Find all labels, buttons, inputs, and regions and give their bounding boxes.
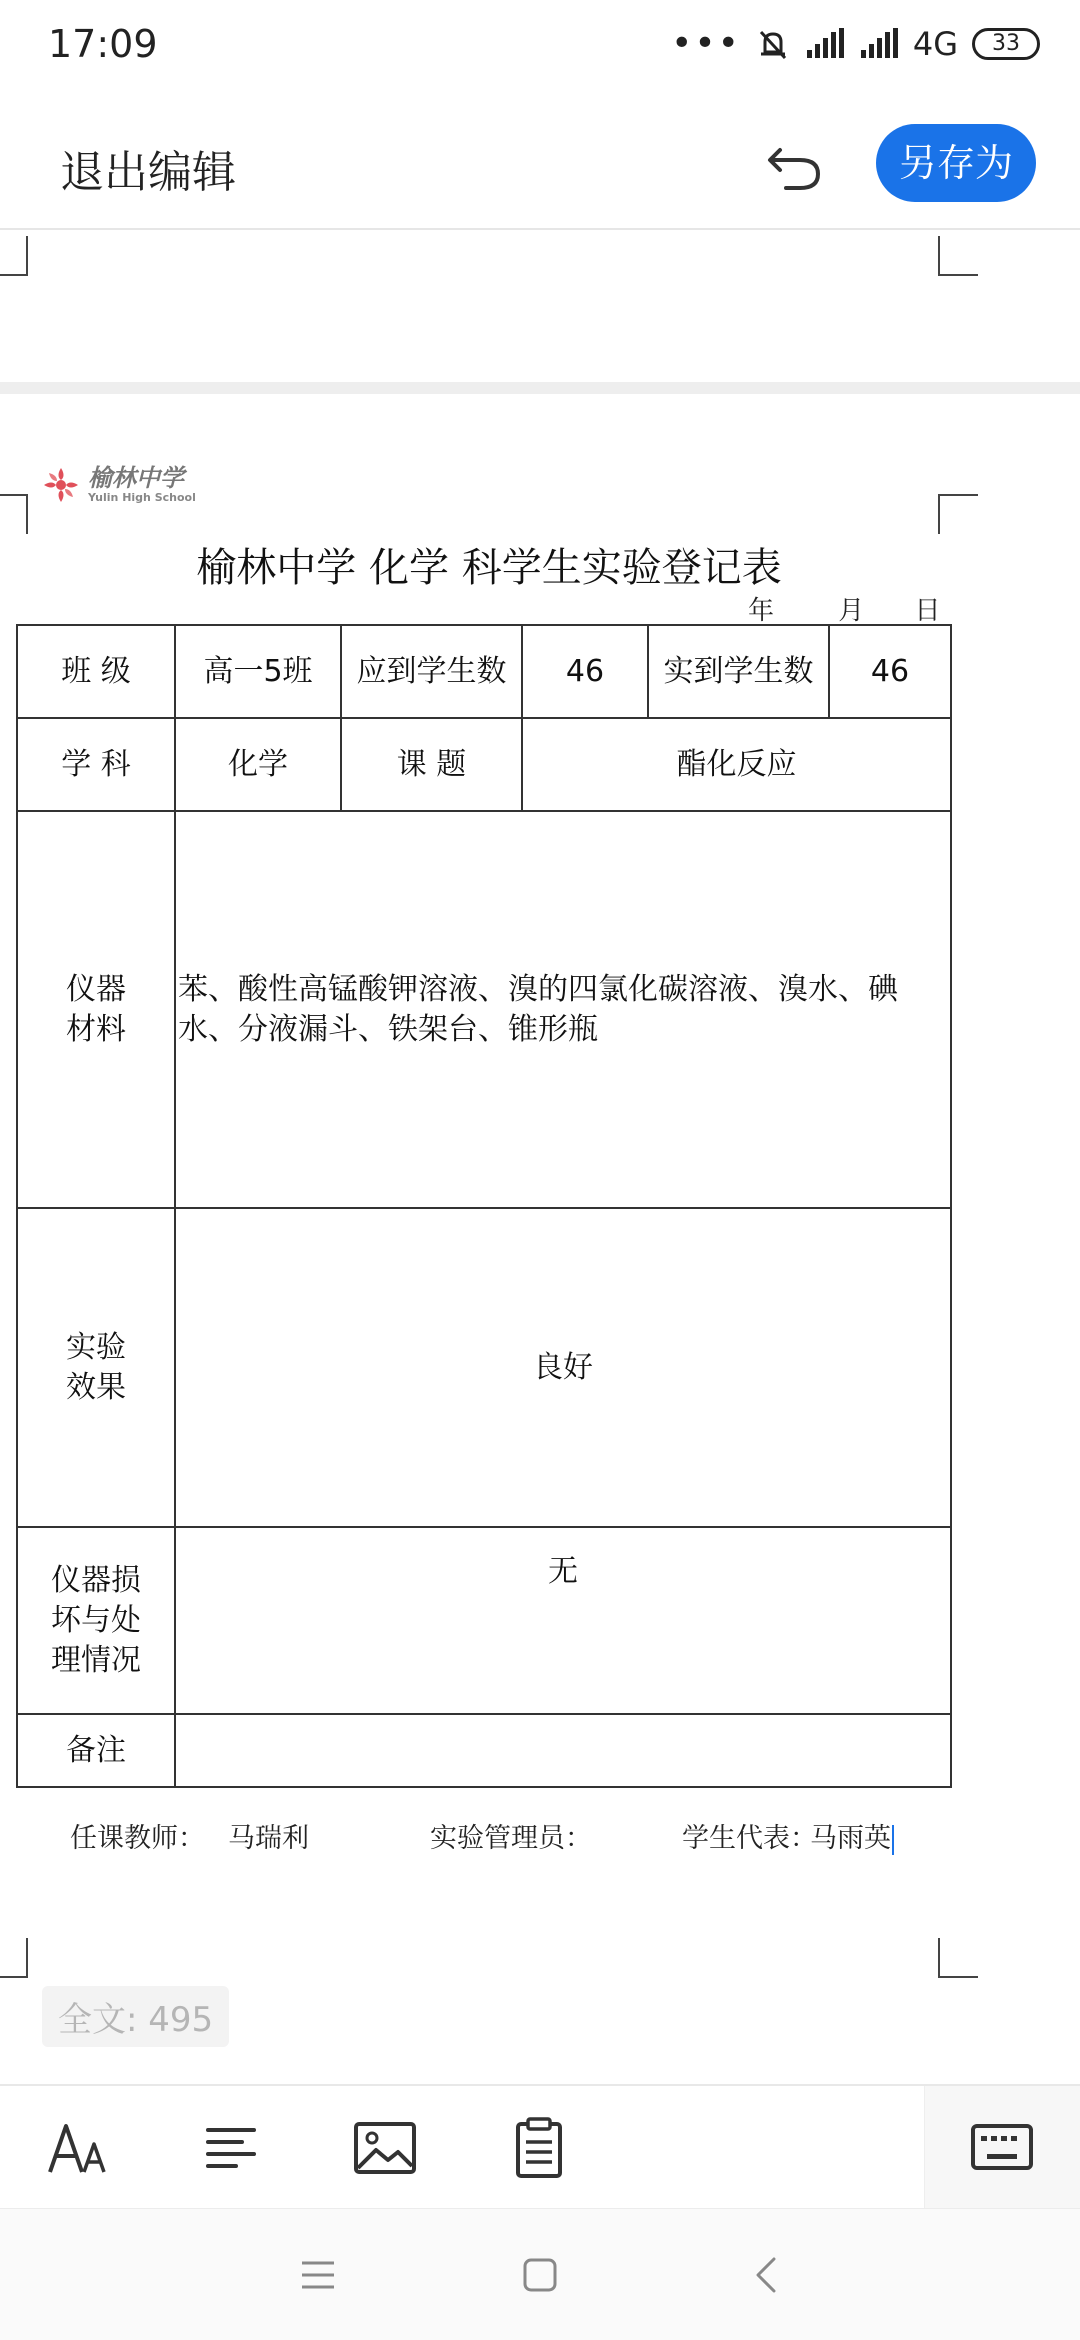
school-logo xyxy=(40,460,210,510)
class-value[interactable]: 高一5班 xyxy=(175,625,341,718)
damage-label-line: 坏与处 xyxy=(51,1602,141,1638)
undo-icon[interactable] xyxy=(760,128,830,198)
page-separator xyxy=(0,382,1080,394)
word-count-badge: 全文: 495 xyxy=(42,1986,229,2047)
topic-value[interactable]: 酯化反应 xyxy=(522,718,951,811)
back-icon[interactable] xyxy=(746,2253,790,2297)
teacher-label: 任课教师： xyxy=(70,1823,205,1854)
student-rep-label: 学生代表： xyxy=(682,1823,817,1854)
student-rep-name[interactable]: 马雨英 xyxy=(810,1823,891,1854)
subject-value[interactable]: 化学 xyxy=(175,718,341,811)
page-corner-mark xyxy=(0,1938,28,1978)
font-size-icon[interactable] xyxy=(44,2116,114,2180)
format-toolbar xyxy=(0,2084,1080,2208)
date-year: 年 xyxy=(748,596,775,626)
effect-label-line: 实验 xyxy=(66,1329,126,1365)
materials-value[interactable]: 苯、酸性高锰酸钾溶液、溴的四氯化碳溶液、溴水、碘水、分液漏斗、铁架台、锥形瓶 xyxy=(175,811,951,1208)
menu-icon[interactable] xyxy=(296,2253,340,2297)
home-icon[interactable] xyxy=(518,2253,562,2297)
status-icons xyxy=(671,24,1040,64)
mute-bell-icon xyxy=(755,26,791,62)
effect-label xyxy=(17,1208,175,1527)
expected-students-value[interactable]: 46 xyxy=(522,625,648,718)
teacher-name[interactable]: 马瑞利 xyxy=(228,1823,309,1854)
table-row xyxy=(17,1208,951,1527)
damage-label xyxy=(17,1527,175,1714)
table-row xyxy=(17,811,951,1208)
signal-hd-icon xyxy=(859,28,899,60)
table-row xyxy=(17,718,951,811)
table-row xyxy=(17,625,951,718)
more-dots-icon: ••• xyxy=(671,23,741,64)
paragraph-align-icon[interactable] xyxy=(196,2116,266,2180)
page-corner-mark xyxy=(0,494,28,534)
status-time: 17:09 xyxy=(48,22,158,66)
materials-label-line: 材料 xyxy=(66,1011,126,1047)
topic-label: 课 题 xyxy=(341,718,522,811)
page-corner-mark xyxy=(938,1938,978,1978)
damage-label-line: 仪器损 xyxy=(51,1562,141,1598)
student-rep-field[interactable] xyxy=(810,1816,894,1855)
notes-value[interactable] xyxy=(175,1714,951,1787)
materials-label-line: 仪器 xyxy=(66,971,126,1007)
table-row xyxy=(17,1527,951,1714)
save-as-button[interactable]: 另存为 xyxy=(876,124,1036,202)
date-month: 月 xyxy=(838,596,865,626)
clipboard-icon[interactable] xyxy=(504,2116,574,2180)
network-type: 4G xyxy=(912,25,958,63)
text-cursor xyxy=(892,1825,894,1855)
expected-students-label: 应到学生数 xyxy=(341,625,522,718)
actual-students-label: 实到学生数 xyxy=(648,625,829,718)
keyboard-icon[interactable] xyxy=(969,2120,1035,2176)
lab-manager-label: 实验管理员： xyxy=(430,1823,592,1854)
page-corner-mark xyxy=(938,236,978,276)
page-corner-mark xyxy=(938,494,978,534)
table-row xyxy=(17,1714,951,1787)
date-day: 日 xyxy=(914,596,941,626)
subject-label: 学 科 xyxy=(17,718,175,811)
exit-edit-button[interactable]: 退出编辑 xyxy=(60,147,236,198)
app-bar xyxy=(0,110,1080,230)
battery-icon: 33 xyxy=(972,28,1040,60)
document-title[interactable]: 榆林中学 化学 科学生实验登记表 xyxy=(196,545,782,591)
damage-label-line: 理情况 xyxy=(51,1642,141,1678)
school-logo-icon xyxy=(40,464,82,506)
keyboard-toggle[interactable] xyxy=(924,2086,1080,2210)
system-nav-bar xyxy=(0,2208,1080,2340)
insert-image-icon[interactable] xyxy=(350,2116,420,2180)
status-bar xyxy=(0,0,1080,90)
registration-table xyxy=(16,624,952,1788)
materials-label xyxy=(17,811,175,1208)
date-line xyxy=(748,590,941,627)
class-label: 班 级 xyxy=(17,625,175,718)
actual-students-value[interactable]: 46 xyxy=(829,625,951,718)
damage-value[interactable]: 无 xyxy=(175,1527,951,1714)
signal-icon xyxy=(805,28,845,60)
page-corner-mark xyxy=(0,236,28,276)
logo-name-en: Yulin High School xyxy=(88,491,196,504)
notes-label: 备注 xyxy=(17,1714,175,1787)
effect-label-line: 效果 xyxy=(66,1369,126,1405)
effect-value[interactable]: 良好 xyxy=(175,1208,951,1527)
logo-name-cn: 榆林中学 xyxy=(88,464,184,492)
